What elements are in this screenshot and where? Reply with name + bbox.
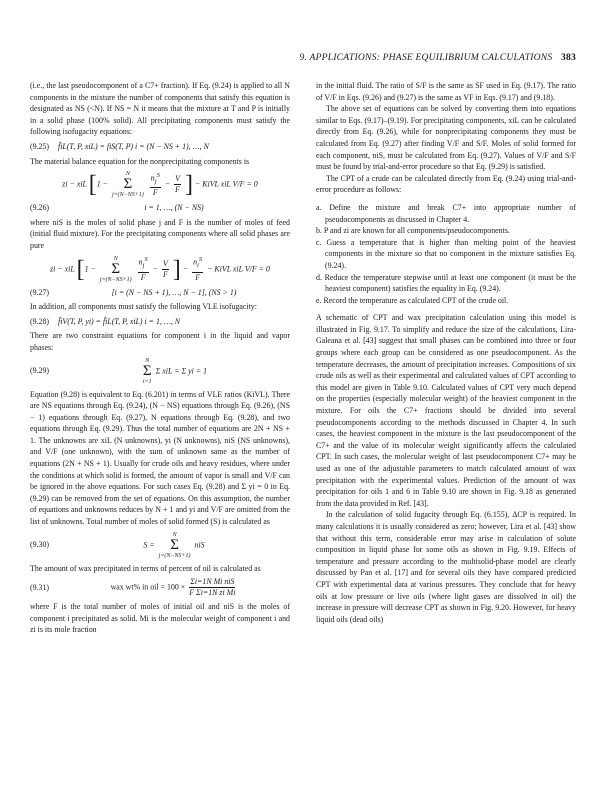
bracket-open: [ [88,171,97,198]
sum-lower: j=(N−NS+1) [99,276,132,283]
sum-lower: j=(N−NS+1) [111,192,144,199]
equation-lhs: zi − xiL [62,179,87,189]
running-title: 9. APPLICATIONS: PHASE EQUILIBRIUM CALCULATIONS [299,52,553,63]
paragraph: In addition, all components must satisfy the following VLE isofugacity: [30,302,257,312]
sigma-symbol: Σ [123,176,133,193]
paragraph: In the calculation of solid fugacity through Eq. (6.155), ΔCP is required. In many calculations it is usually considered as zero; however, Lira et al. [43] show that without this term, considerable error may arise in calculation of solute composition in liquid phase for some oils as shown in Fig. 9.19. Effects of temperature and pressure according to the multisolid-phase model are clearly discussed by Pan et al. [17] and for several oils they have compared predicted CPT with experimental data at various pressures. They conclude that for heavy oils at low pressure or live oils (where light gases are dissolved in oil) the increase in pressure will decrease CPT as shown in Fig. 9.20. However, for heavy liquid oils (dead oils) [316,510,576,624]
fraction: $\frac{n_j^S}{F}$ [150,172,160,198]
equation-lhs: S = [143,539,155,549]
left-column [30,80,290,636]
equation-9-26: zi − xiL [1 − N Σ j=(N−NS+1) $\frac{n_j^S}{F}$ − $\frac{V}{F}$ ] − KiVL xiL V/F = 0 [62,171,258,199]
paragraph: The above set of equations can be solved by converting them into equations similar to Eqs. (9.17)–(9.19). For precipitating components, xiL can be calculated directly from Eq. (9.26), while for nonprecipitating components they must be calculated from Eq. (9.27) after finding V/F and S/F. Moles of solid formed for each component, niS, must be calculated from Eq. (9.27). Values of V/F and S/F must be found by trial-and-error procedure so that Eq. (9.29) is satisfied. [316,104,576,172]
sum-upper: N [125,171,130,178]
equation-number: (9.25) [30,141,50,151]
list-item: c. Guess a temperature that is higher than melting point of the heaviest components in the mixture so that no component in the mixture satisfies Eq. (9.24). [316,237,576,270]
paragraph: (i.e., the last pseudocomponent of a C7+ fraction). If Eq. (9.24) is applied to all N components in the mixture the number of components that satisfy this equation is designated as NS (<N). If NS = N it means that the mixture at T and P is initially in a solid phase (100% solid). All precipitating components must satisfy the following isofugacity equations: [30,81,290,137]
fraction-numerator: Σi=1N Mi niS [190,577,235,587]
bracket-close: ] [184,171,193,198]
paragraph: The CPT of a crude can be calculated directly from Eq. (9.24) using trial-and-error procedure as follows: [316,173,576,195]
paragraph: The material balance equation for the nonprecipitating components is [30,156,250,166]
equation-9-28 [30,316,290,328]
sigma-symbol: Σ [111,260,121,277]
list-item: a. Define the mixture and break C7+ into appropriate number of pseudocomponents as discussed in Chapter 4. [316,202,576,224]
equation-range: [i = (N − NS + 1), …, N − 1], (NS > 1) [111,287,237,297]
sum-lower: j=(N−NS+1) [158,552,191,559]
paragraph: There are two constraint equations for component i in the liquid and vapor phases: [30,331,290,352]
sum-upper: N [113,255,118,262]
list-item: b. P and zi are known for all components/pseudocomponents. [316,226,510,236]
fraction-denominator: F Σi=1N zi Mi [189,588,236,598]
equation-9-29 [30,357,290,386]
summation [112,170,144,199]
equation-9-30 [30,531,290,560]
list-item: e. Record the temperature as calculated CPT of the crude oil. [316,295,509,305]
list-item: d. Reduce the temperature stepwise until at least one component (it must be the heaviest component) satisfies the equality in Eq. (9.24). [316,272,576,294]
summation [143,357,152,386]
equation-body [58,531,290,560]
equation-text: Σ xiL = Σ yi = 1 [155,365,208,375]
sigma-symbol: Σ [142,362,152,379]
equation-rhs: − KiVL xiL V/F = 0 [194,179,258,189]
paragraph: where niS is the moles of solid phase j and F is the number of moles of feed (initial fluid mixture). For the precipitating components where all solid phases are pure [30,217,290,250]
equation-lhs: wax wt% in oil = 100 × [110,582,186,592]
procedure-list [316,202,576,306]
fraction: $\frac{V}{F}$ [175,174,180,195]
bracket-open: [ [76,256,85,283]
equation-9-26-label [30,202,290,214]
equation-body [58,357,290,386]
equation-range: i = 1, …, (N − NS) [144,203,204,213]
equation-number: (9.28) [30,316,50,326]
paragraph: in the initial fluid. The ratio of S/F is the same as SF used in Eq. (9.17). The ratio of V/F in Eqs. (9.26) and (9.27) is the same as VF in Eqs. (9.17) and (9.18). [316,81,576,102]
sum-upper: N [172,531,177,538]
equation-number: (9.31) [30,582,50,592]
equation-rhs: − KiVL xiL V/F = 0 [207,263,270,273]
equation-body: f̂iL(T, P, xiL) = fiS(T, P) i = (N − NS + 1), …, N [58,141,209,151]
right-column [316,80,576,625]
running-header [30,52,576,63]
equation-number: (9.27) [30,287,50,297]
equation-body [58,577,290,598]
fraction: $\frac{n_i^S}{F}$ [193,256,203,282]
paragraph: The amount of wax precipitated in terms of percent of oil is calculated as [30,563,261,573]
summation [100,255,132,284]
fraction: $\frac{n_j^S}{F}$ [138,256,148,282]
equation-lhs: zi − xiL [50,263,75,273]
summation [159,531,191,560]
page-number: 383 [561,52,576,63]
sigma-symbol: Σ [170,536,179,553]
paragraph: where F is the total number of moles of initial oil and niS is the moles of component i precipitated as solid. Mi is the molecular weight of component i and zi is its mole fraction [30,602,290,635]
equation-number: (9.30) [30,540,50,550]
sum-upper: N [145,357,150,364]
equation-body: f̂iV(T, P, yi) = f̂iL(T, P, xiL) i = 1, …, N [58,316,181,326]
sum-lower: i=1 [142,378,152,385]
equation-9-31 [30,577,290,598]
paragraph: Equation (9.28) is equivalent to Eq. (6.201) in terms of VLE ratios (KiVL). There are NS equations through Eq. (9.24), (N − NS) equations through Eq. (9.26), (NS − 1) equations through Eq. (9.27), N equations through Eq. (9.28), and two equations through Eq. (9.29). Thus the total number of equations are 2N + NS + 1. The unknowns are xiL (N unknowns), yi (N unknowns), niS (NS unknowns), and V/F (one unknown), with the sum of unknown same as the number of equations (2N + NS + 1). Usually for crude oils and heavy residues, where under the conditions at which solid is formed, the amount of vapor is small and V/F can be ignored in the above equations. For such cases Eq. (9.28) and Σ yi = 0 in Eq. (9.29) can be removed from the set of equations. On this assumption, the number of equations and unknowns reduces by N + 1 and yi and V/F are omitted from the list of unknowns. Total number of moles of solid formed (S) is calculated as [30,389,290,527]
equation-number: (9.26) [30,203,50,213]
bracket-close: ] [172,256,181,283]
paragraph: A schematic of CPT and wax precipitation calculation using this model is illustrated in Fig. 9.17. To simplify and reduce the size of the calculations, Lira-Galeana et al. [43] suggest that small phases can be combined into three or four groups where each group can be considered as one pseudocomponent. As the temperature decreases, the amount of precipitation increases. Compositions of six crude oils as well as their experimental and calculated values of CPT according to this model are given in Table 9.10. Calculated values of CPT very much depend on the properties (especially molecular weight) of the heaviest component in the mixture. For oils the C7+ fractions should be divided into several pseudocomponents according to the methods discussed in Chapter 4. In such cases, the heaviest component in the mixture is the last pseudocomponent of the C7+ and the value of its molecular weight significantly affects the calculated CPT. In such cases, the molecular weight of last pseudocomponent C7+ may be used as one of the adjustable parameters to match calculated amount of wax precipitation with the experimental values. Prediction of the amount of wax precipitation for oils 1 and 6 in Table 9.10 are shown in Fig. 9.18 as generated from the data provided in Ref. [43]. [316,313,576,508]
fraction [189,577,235,598]
fraction: $\frac{V}{F}$ [162,258,168,279]
equation-9-25 [30,141,290,153]
equation-rhs: niS [194,539,205,549]
equation-9-27: zi − xiL [1 − N Σ j=(N−NS+1) $\frac{n_j^S}{F}$ − $\frac{V}{F}$ ] − $\frac{n_i^S}{F}$ − KiVL xiL V/F = 0 [50,255,270,283]
equation-9-27-label [30,287,290,299]
equation-number: (9.29) [30,366,50,376]
